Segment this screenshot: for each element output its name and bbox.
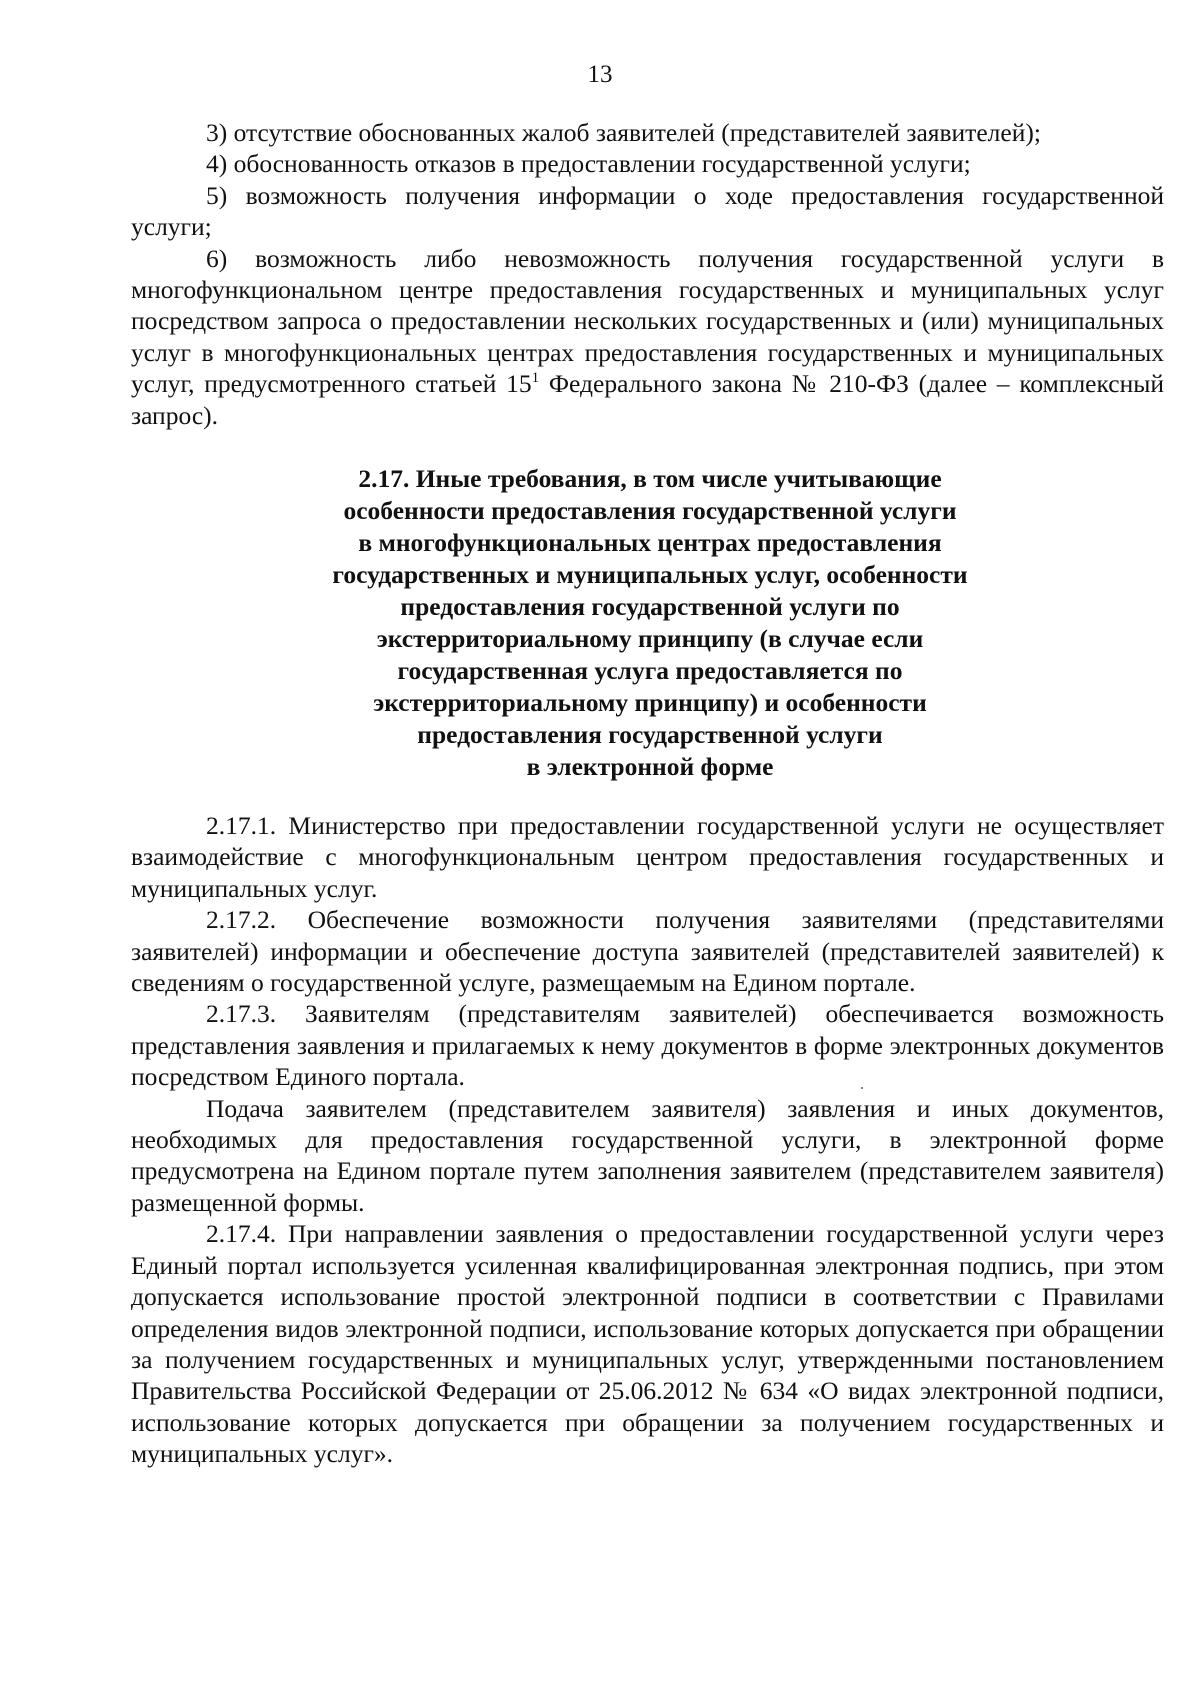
page-number: 13 xyxy=(587,61,613,88)
paragraph: 2.17.4. При направлении заявления о предоставлении государственной услуги через Единый портал используется усиленная квалифицированная электронная подпись, при этом допускается использование простой электронной подписи в соответствии с Правилами определения видов электронной подписи, использование которых допускается при обращении за получением государственных и муниципальных услуг, утвержденными постановлением Правительства Российской Федерации от 25.06.2012 № 634 «О видах электронной подписи, использование которых допускается при обращении за получением государственных и муниципальных услуг». xyxy=(131,1219,1164,1469)
criteria-list xyxy=(131,117,1164,431)
superscript: 1 xyxy=(531,370,540,387)
section-heading xyxy=(200,463,1100,783)
paragraph: 2.17.1. Министерство при предоставлении государственной услуги не осуществляет взаимодействие с многофункциональным центром предоставления государственных и муниципальных услуг. xyxy=(131,811,1164,903)
heading-line: государственная услуга предоставляется по xyxy=(397,656,903,685)
list-item-text: 6) возможность либо невозможность получения государственной услуги в многофункциональном центре предоставления государственных и муниципальных услуг посредством запроса о предоставлении нескольких государственных и (или) муниципальных услуг в многофункциональных центрах предоставления государственных и муниципальных услуг, предусмотренного статьей 15 xyxy=(131,243,1164,399)
heading-line: в многофункциональных центрах предоставления xyxy=(358,528,942,557)
heading-line: предоставления государственной услуги xyxy=(417,720,883,749)
heading-line: экстерриториальному принципу) и особенности xyxy=(373,688,927,717)
paragraph: 2.17.2. Обеспечение возможности получения заявителями (представителями заявителей) информации и обеспечение доступа заявителей (представителей заявителей) к сведениям о государственной услуге, размещаемым на Едином портале. xyxy=(131,905,1164,998)
list-item: 3) отсутствие обоснованных жалоб заявителей (представителей заявителей); xyxy=(206,118,1041,147)
scan-speck xyxy=(861,1087,863,1089)
list-item-text: Федерального закона № 210-ФЗ (далее – комплексный запрос). xyxy=(131,369,1164,430)
heading-line: особенности предоставления государственной услуги xyxy=(343,496,957,525)
list-item: 4) обоснованность отказов в предоставлении государственной услуги; xyxy=(206,149,971,179)
paragraph: 2.17.3. Заявителям (представителям заявителей) обеспечивается возможность представления заявления и прилагаемых к нему документов в форме электронных документов посредством Единого портала. xyxy=(131,999,1164,1092)
heading-line: в электронной форме xyxy=(526,752,774,781)
heading-line: 2.17. Иные требования, в том числе учитывающие xyxy=(358,464,942,493)
list-item: 5) возможность получения информации о ходе предоставления государственной услуги; xyxy=(131,180,1164,242)
heading-line: предоставления государственной услуги по xyxy=(400,592,900,621)
paragraph: Подача заявителем (представителем заявителя) заявления и иных документов, необходимых для предоставления государственной услуги, в электронной форме предусмотрена на Едином портале путем заполнения заявителем (представителем заявителя) размещенной формы. xyxy=(131,1093,1164,1217)
section-body xyxy=(131,810,1164,1470)
heading-line: экстерриториальному принципу (в случае если xyxy=(376,624,924,653)
heading-line: государственных и муниципальных услуг, особенности xyxy=(332,560,968,589)
list-item xyxy=(131,243,1164,431)
